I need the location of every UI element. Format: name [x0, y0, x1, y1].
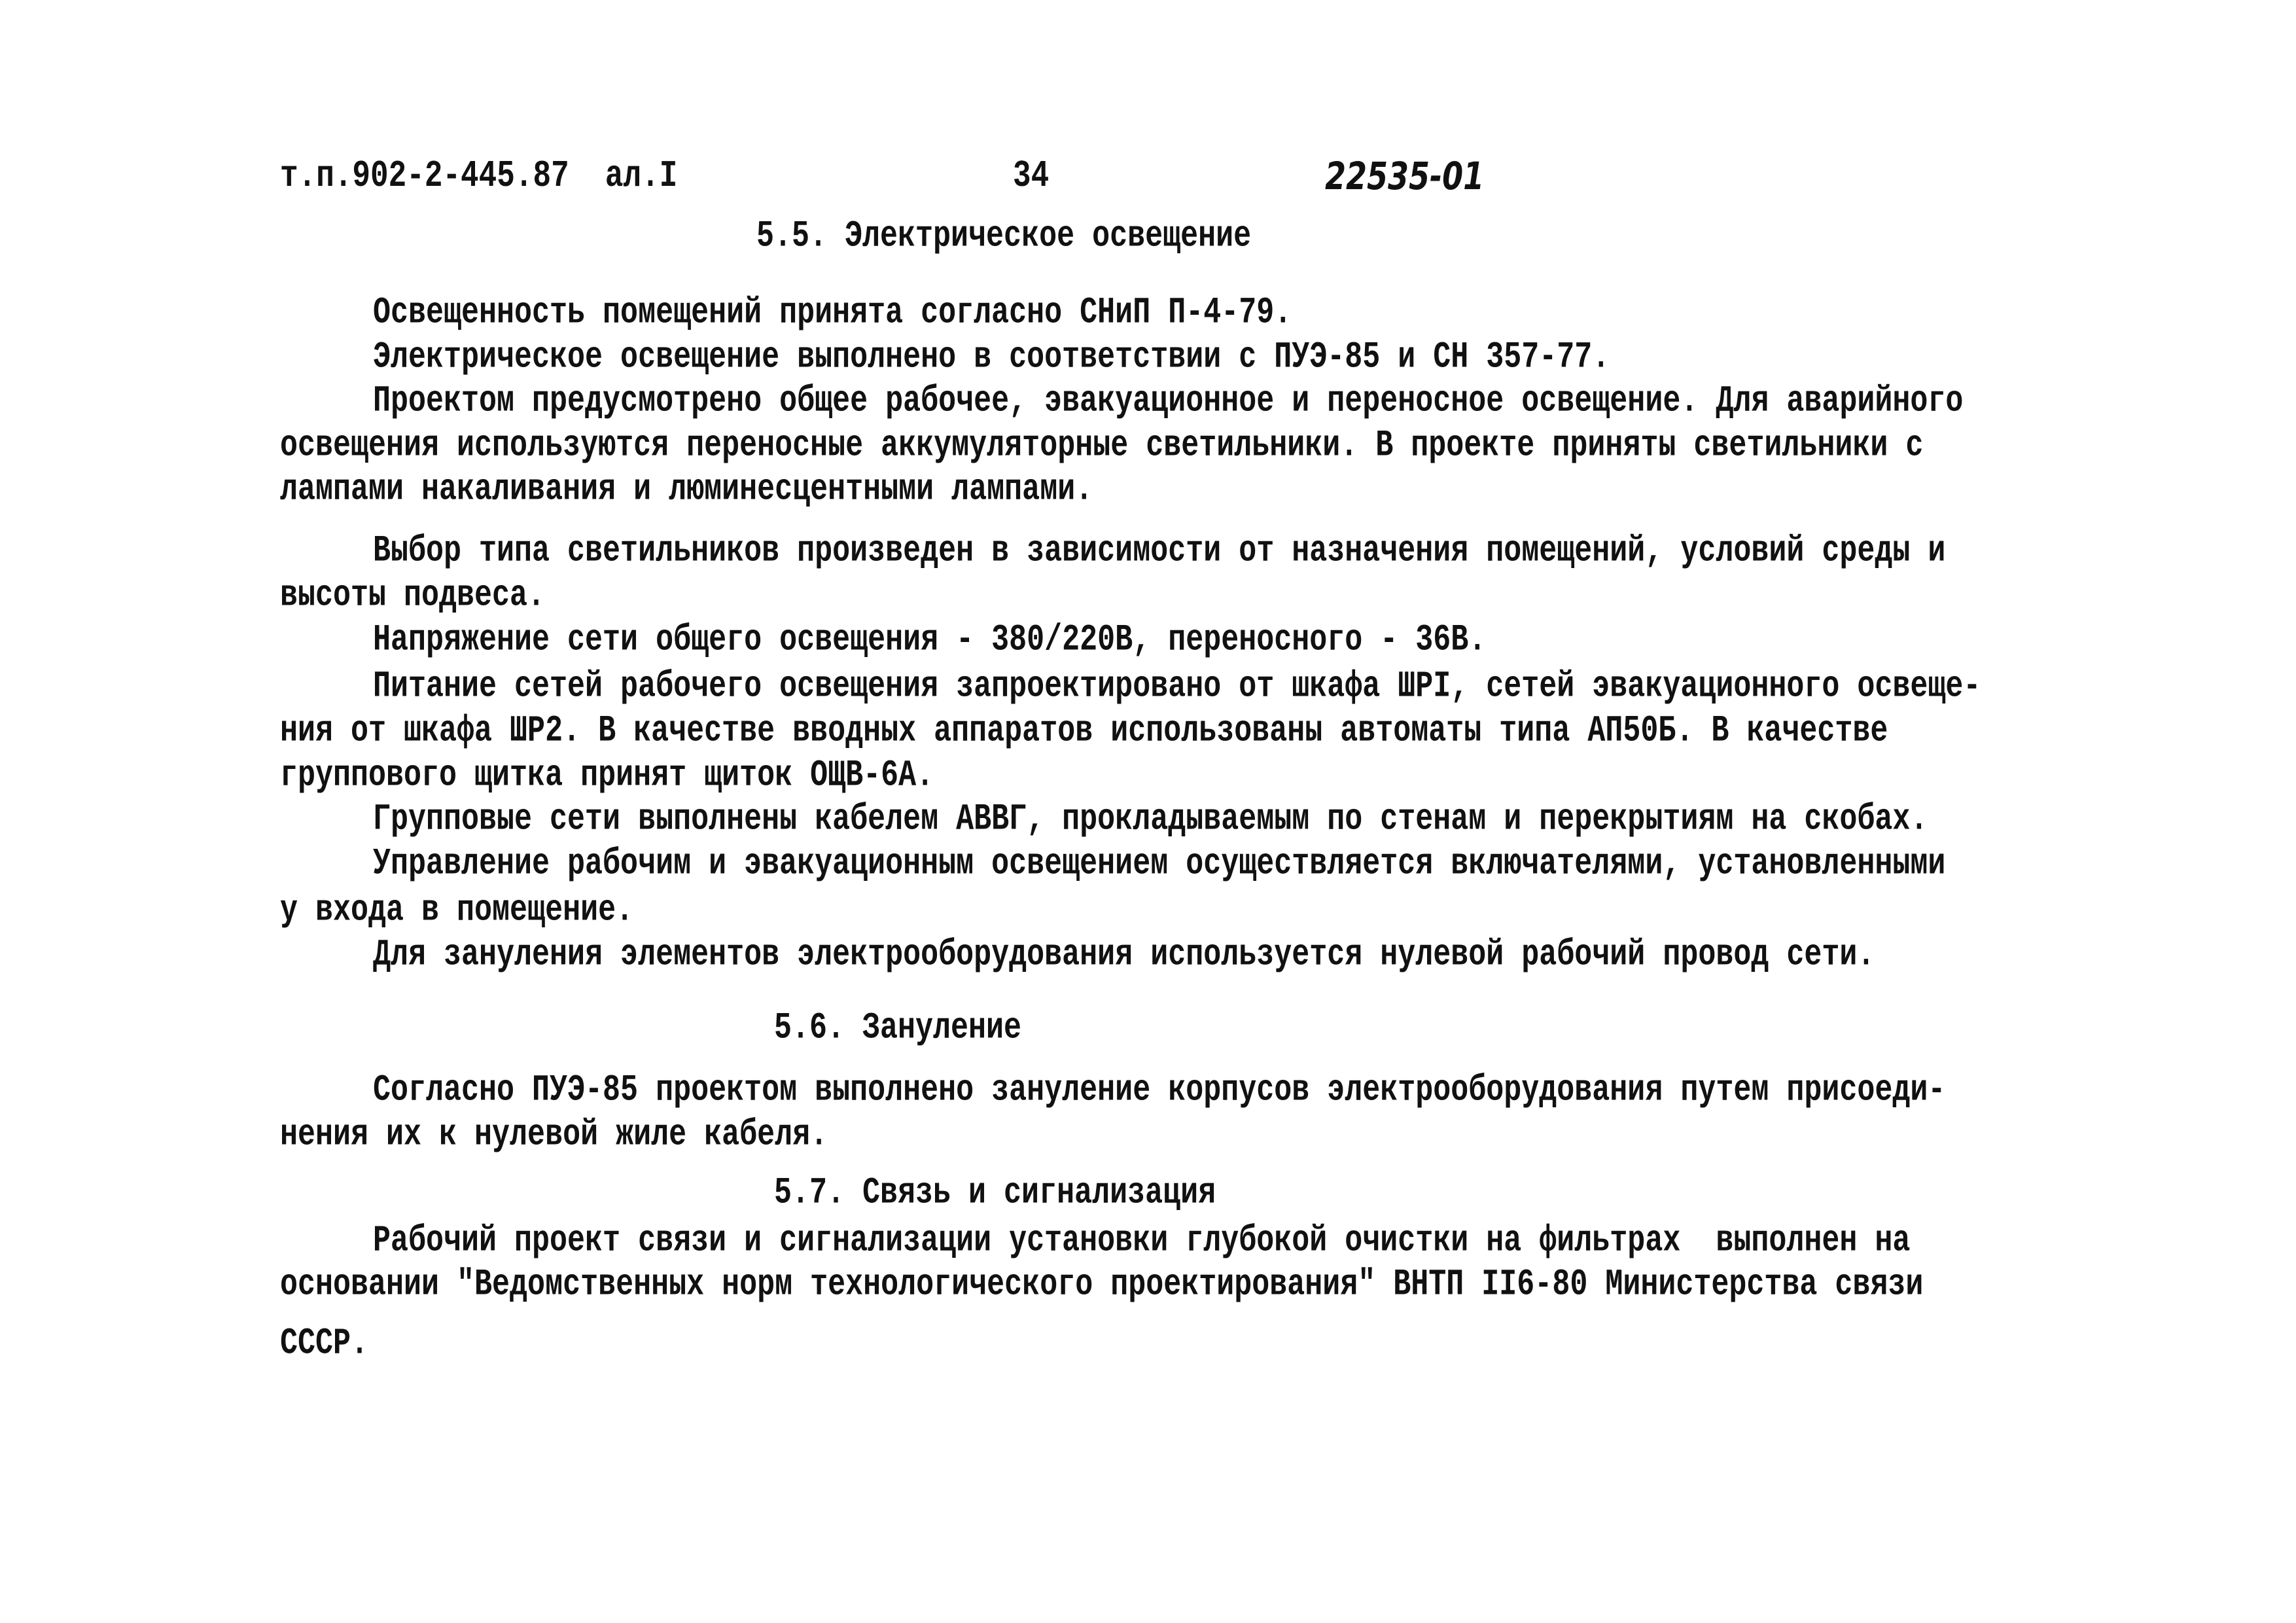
paragraph-line: ния от шкафа ШР2. В качестве вводных аппаратов использованы автоматы типа АП50Б. В качестве: [280, 710, 1888, 752]
paragraph-line: Освещенность помещений принята согласно СНиП П-4-79.: [373, 292, 1292, 334]
section-title: 5.7. Связь и сигнализация: [774, 1172, 1216, 1214]
section-title: 5.6. Зануление: [774, 1007, 1022, 1049]
paragraph-line: освещения используются переносные аккумуляторные светильники. В проекте приняты светильники с: [280, 425, 1924, 467]
paragraph-line: Электрическое освещение выполнено в соответствии с ПУЭ-85 и СН 357-77.: [373, 336, 1610, 378]
paragraph-line: нения их к нулевой жиле кабеля.: [280, 1114, 828, 1156]
inventory-number: 22535-01: [1325, 154, 1485, 198]
section-title: 5.5. Электрическое освещение: [756, 215, 1252, 257]
page-number: 34: [1013, 154, 1050, 198]
paragraph-line: Групповые сети выполнены кабелем АВВГ, прокладываемым по стенам и перекрытиям на скобах.: [373, 798, 1928, 840]
paragraph-line: Проектом предусмотрено общее рабочее, эвакуационное и переносное освещение. Для аварийного: [373, 380, 1964, 422]
paragraph-line: группового щитка принят щиток ОЩВ-6А.: [280, 755, 934, 796]
paragraph-line: основании "Ведомственных норм технологического проектирования" ВНТП II6-80 Министерства связи: [280, 1264, 1924, 1306]
paragraph-line: Согласно ПУЭ-85 проектом выполнено зануление корпусов электрооборудования путем присоеди-: [373, 1069, 1946, 1111]
paragraph-line: Управление рабочим и эвакуационным освещением осуществляется включателями, установленными: [373, 843, 1946, 885]
paragraph-line: Напряжение сети общего освещения - 380/220В, переносного - 36В.: [373, 619, 1487, 661]
document-reference: т.п.902-2-445.87 ал.I: [280, 154, 678, 198]
paragraph-line: Питание сетей рабочего освещения запроектировано от шкафа ШРI, сетей эвакуационного освеще-: [373, 666, 1981, 707]
paragraph-line: Выбор типа светильников произведен в зависимости от назначения помещений, условий среды и: [373, 530, 1946, 572]
paragraph-line: СССР.: [280, 1323, 369, 1364]
paragraph-line: у входа в помещение.: [280, 889, 634, 931]
paragraph-line: лампами накаливания и люминесцентными лампами.: [280, 469, 1093, 510]
paragraph-line: высоты подвеса.: [280, 575, 546, 616]
paragraph-line: Для зануления элементов электрооборудования используется нулевой рабочий провод сети.: [373, 934, 1875, 976]
paragraph-line: Рабочий проект связи и сигнализации установки глубокой очистки на фильтрах выполнен на: [373, 1220, 1911, 1262]
